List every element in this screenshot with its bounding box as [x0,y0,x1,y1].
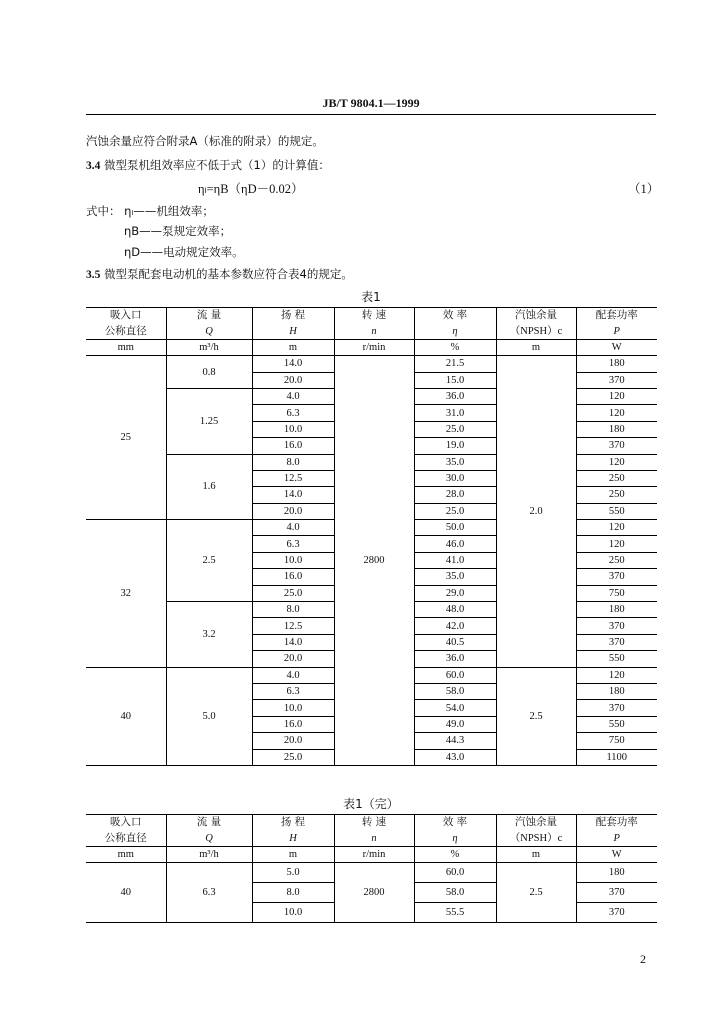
page-header: JB/T 9804.1—1999 [322,96,420,110]
efficiency-cell: 25.0 [414,503,496,519]
power-cell: 370 [576,700,657,716]
power-cell: 250 [576,487,657,503]
efficiency-cell: 15.0 [414,372,496,388]
efficiency-cell: 43.0 [414,749,496,765]
head-cell: 20.0 [252,372,334,388]
col-head-header: 扬 程 [252,815,334,831]
speed-cell: 2800 [334,863,414,923]
efficiency-cell: 49.0 [414,716,496,732]
col-npsh-symbol: （NPSH）c [496,830,576,846]
efficiency-cell: 44.3 [414,733,496,749]
efficiency-cell: 41.0 [414,552,496,568]
power-cell: 550 [576,503,657,519]
header-row [86,308,657,324]
col-head-unit: m [252,846,334,862]
efficiency-cell: 30.0 [414,470,496,486]
head-cell: 8.0 [252,883,334,903]
col-flow-unit: m³/h [166,339,252,355]
power-cell: 370 [576,903,657,923]
units-row [86,339,657,355]
flow-cell: 1.6 [166,454,252,520]
section-number: 3.4 [86,160,101,172]
power-cell: 370 [576,569,657,585]
head-cell: 6.3 [252,536,334,552]
power-cell: 120 [576,520,657,536]
header-row [86,815,657,831]
col-flow-header: 流 量 [166,308,252,324]
speed-cell: 2800 [334,356,414,766]
col-efficiency-symbol: η [414,830,496,846]
power-cell: 180 [576,683,657,699]
table-row [86,863,657,883]
head-cell: 8.0 [252,454,334,470]
flow-cell: 0.8 [166,356,252,389]
col-npsh-header: 汽蚀余量 [496,308,576,324]
col-efficiency-symbol: η [414,323,496,339]
head-cell: 14.0 [252,356,334,372]
table2-caption: 表1（完） [343,797,399,811]
head-cell: 6.3 [252,405,334,421]
col-flow-unit: m³/h [166,846,252,862]
efficiency-cell: 21.5 [414,356,496,372]
head-cell: 10.0 [252,903,334,923]
head-cell: 20.0 [252,651,334,667]
where-item-1: ηₗ——机组效率； [124,204,214,218]
formula: ηₗ=ηB（ηD－0.02） [198,182,304,196]
power-cell: 180 [576,863,657,883]
section-text: 微型泵配套电动机的基本参数应符合表4的规定。 [104,267,353,281]
col-speed-unit: r/min [334,846,414,862]
efficiency-cell: 35.0 [414,569,496,585]
npsh-cell: 2.5 [496,667,576,765]
head-cell: 12.5 [252,470,334,486]
head-cell: 14.0 [252,487,334,503]
col-power-unit: W [576,339,657,355]
head-cell: 16.0 [252,716,334,732]
col-power-symbol: P [576,830,657,846]
page-number: 2 [640,952,646,966]
table1-caption: 表1 [361,290,381,304]
flow-cell: 3.2 [166,602,252,668]
col-flow-symbol: Q [166,830,252,846]
col-inlet-diameter-unit: mm [86,846,166,862]
head-cell: 6.3 [252,683,334,699]
where-block [86,203,214,219]
col-efficiency-header: 效 率 [414,815,496,831]
header-symbol-row [86,830,657,846]
power-cell: 750 [576,733,657,749]
efficiency-cell: 54.0 [414,700,496,716]
efficiency-cell: 36.0 [414,651,496,667]
col-head-unit: m [252,339,334,355]
flow-cell: 2.5 [166,520,252,602]
efficiency-cell: 60.0 [414,667,496,683]
power-cell: 120 [576,454,657,470]
flow-cell: 1.25 [166,388,252,454]
power-cell: 180 [576,602,657,618]
power-cell: 250 [576,470,657,486]
head-cell: 10.0 [252,421,334,437]
col-inlet-diameter-symbol: 公称直径 [86,830,166,846]
flow-cell: 5.0 [166,667,252,765]
col-speed-unit: r/min [334,339,414,355]
power-cell: 370 [576,883,657,903]
col-head-symbol: H [252,830,334,846]
efficiency-cell: 28.0 [414,487,496,503]
efficiency-cell: 40.5 [414,634,496,650]
col-npsh-header: 汽蚀余量 [496,815,576,831]
col-power-symbol: P [576,323,657,339]
npsh-cell: 2.0 [496,356,576,667]
table-1 [86,307,657,766]
head-cell: 10.0 [252,552,334,568]
header-symbol-row [86,323,657,339]
power-cell: 370 [576,634,657,650]
head-cell: 4.0 [252,520,334,536]
col-flow-symbol: Q [166,323,252,339]
col-speed-symbol: n [334,830,414,846]
head-cell: 25.0 [252,585,334,601]
power-cell: 120 [576,536,657,552]
efficiency-cell: 42.0 [414,618,496,634]
col-efficiency-unit: % [414,846,496,862]
units-row [86,846,657,862]
efficiency-cell: 36.0 [414,388,496,404]
power-cell: 1100 [576,749,657,765]
head-cell: 8.0 [252,602,334,618]
efficiency-cell: 46.0 [414,536,496,552]
col-power-header: 配套功率 [576,308,657,324]
head-cell: 14.0 [252,634,334,650]
where-item-2: ηB——泵规定效率； [124,224,232,238]
paragraph-npsh: 汽蚀余量应符合附录A（标准的附录）的规定。 [86,134,324,148]
efficiency-cell: 58.0 [414,683,496,699]
formula-number: （1） [628,182,660,196]
head-cell: 20.0 [252,733,334,749]
table-row [86,356,657,372]
where-item-3: ηD——电动规定效率。 [124,245,244,259]
efficiency-cell: 58.0 [414,883,496,903]
inlet-diameter-cell: 40 [86,667,166,765]
col-inlet-diameter-unit: mm [86,339,166,355]
power-cell: 120 [576,388,657,404]
power-cell: 250 [576,552,657,568]
col-inlet-diameter-header: 吸入口 [86,308,166,324]
efficiency-cell: 25.0 [414,421,496,437]
power-cell: 750 [576,585,657,601]
head-cell: 25.0 [252,749,334,765]
efficiency-cell: 50.0 [414,520,496,536]
col-speed-header: 转 速 [334,308,414,324]
table-1-continued [86,814,657,923]
power-cell: 550 [576,716,657,732]
section-3-5 [86,266,353,282]
col-speed-symbol: n [334,323,414,339]
where-label: 式中： [86,204,121,218]
col-efficiency-unit: % [414,339,496,355]
col-head-symbol: H [252,323,334,339]
power-cell: 550 [576,651,657,667]
efficiency-cell: 48.0 [414,602,496,618]
head-cell: 5.0 [252,863,334,883]
header-rule [86,114,656,115]
efficiency-cell: 31.0 [414,405,496,421]
col-npsh-unit: m [496,339,576,355]
head-cell: 12.5 [252,618,334,634]
col-npsh-symbol: （NPSH）c [496,323,576,339]
head-cell: 4.0 [252,388,334,404]
power-cell: 180 [576,421,657,437]
inlet-diameter-cell: 32 [86,520,166,668]
efficiency-cell: 55.5 [414,903,496,923]
npsh-cell: 2.5 [496,863,576,923]
inlet-diameter-cell: 25 [86,356,166,520]
col-inlet-diameter-header: 吸入口 [86,815,166,831]
section-text: 微型泵机组效率应不低于式（1）的计算值： [104,158,330,172]
power-cell: 370 [576,438,657,454]
power-cell: 370 [576,618,657,634]
flow-cell: 6.3 [166,863,252,923]
col-power-unit: W [576,846,657,862]
head-cell: 4.0 [252,667,334,683]
efficiency-cell: 29.0 [414,585,496,601]
col-efficiency-header: 效 率 [414,308,496,324]
col-inlet-diameter-symbol: 公称直径 [86,323,166,339]
efficiency-cell: 19.0 [414,438,496,454]
section-3-4 [86,157,330,173]
head-cell: 10.0 [252,700,334,716]
col-power-header: 配套功率 [576,815,657,831]
power-cell: 120 [576,405,657,421]
col-flow-header: 流 量 [166,815,252,831]
col-head-header: 扬 程 [252,308,334,324]
section-number: 3.5 [86,269,101,281]
efficiency-cell: 35.0 [414,454,496,470]
head-cell: 16.0 [252,438,334,454]
head-cell: 16.0 [252,569,334,585]
col-speed-header: 转 速 [334,815,414,831]
inlet-diameter-cell: 40 [86,863,166,923]
col-npsh-unit: m [496,846,576,862]
power-cell: 120 [576,667,657,683]
efficiency-cell: 60.0 [414,863,496,883]
power-cell: 180 [576,356,657,372]
power-cell: 370 [576,372,657,388]
head-cell: 20.0 [252,503,334,519]
